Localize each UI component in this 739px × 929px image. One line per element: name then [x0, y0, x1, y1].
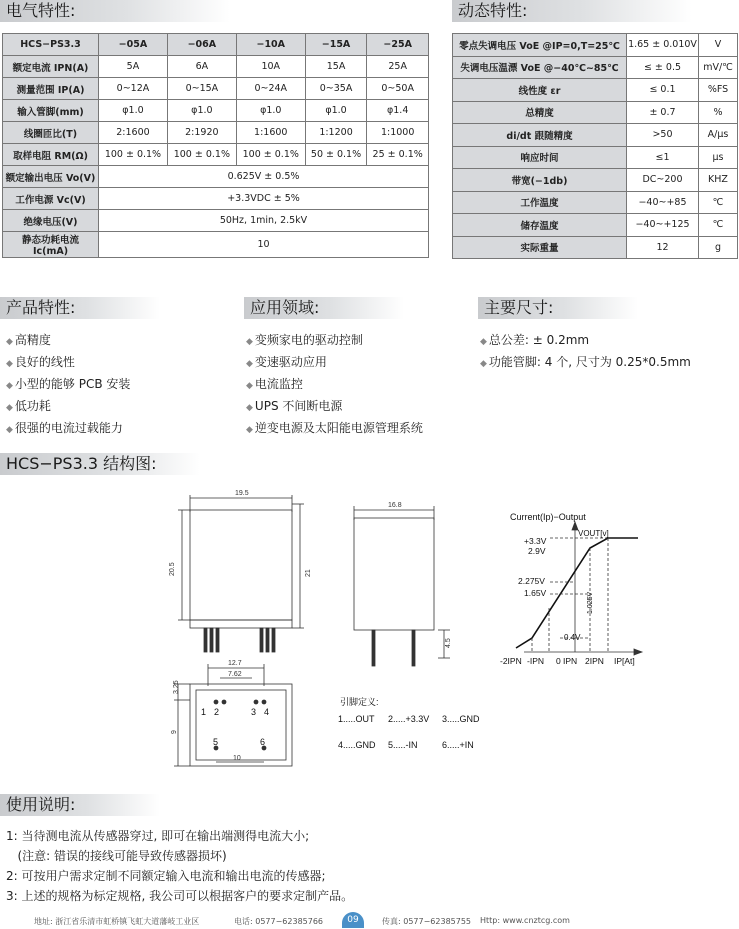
dim-side-width: 16.8 — [388, 502, 402, 509]
electrical-merged-row — [3, 188, 429, 210]
product-feature-item — [6, 374, 130, 396]
dynamic-label: 失调电压温漂 VoE @−40℃~85℃ — [453, 56, 627, 79]
electrical-cell: φ1.0 — [236, 100, 305, 122]
electrical-cell: 5A — [99, 56, 168, 78]
electrical-row-label: 额定输出电压 Vo(V) — [3, 166, 99, 188]
graph-x-mipn: -IPN — [527, 656, 544, 666]
electrical-cell: 0~24A — [236, 78, 305, 100]
product-feature-text: 高精度 — [14, 333, 51, 347]
dimensions-list — [480, 330, 691, 374]
diamond-bullet-icon: ◆ — [246, 403, 253, 413]
electrical-cell: 50 ± 0.1% — [305, 144, 367, 166]
section-electrical: 电气特性: — [0, 0, 230, 22]
electrical-cell: φ1.4 — [367, 100, 429, 122]
dimension-text: 功能管脚: 4 个, 尺寸为 0.25*0.5mm — [488, 355, 691, 369]
application-item — [246, 352, 423, 374]
dim-front-side-height: 21 — [305, 569, 312, 577]
graph-y-unit: VOUT[v] — [578, 529, 609, 538]
pinout-4: 4.....GND — [338, 740, 376, 750]
electrical-cell: 25A — [367, 56, 429, 78]
dynamic-row — [453, 169, 738, 192]
footer-phone: 电话: 0577−62385766 — [234, 917, 324, 926]
application-item — [246, 396, 423, 418]
dynamic-value: −40~+85 — [627, 191, 699, 214]
electrical-merged-value: +3.3VDC ± 5% — [99, 188, 429, 210]
graph-x-ipn: IPN — [563, 656, 578, 666]
pinout-3: 3.....GND — [442, 714, 480, 724]
graph-y-04: 0.4V — [564, 633, 581, 642]
electrical-row — [3, 56, 429, 78]
product-feature-item — [6, 330, 130, 352]
dimension-text: 总公差: ± 0.2mm — [488, 333, 590, 347]
footer — [0, 912, 739, 928]
electrical-row-label: 额定电流 IPN(A) — [3, 56, 99, 78]
electrical-merged-value: 50Hz, 1min, 2.5kV — [99, 210, 429, 232]
diamond-bullet-icon: ◆ — [246, 425, 253, 435]
dynamic-row — [453, 34, 738, 57]
electrical-row-label: 绝缘电压(V) — [3, 210, 99, 232]
graph-y-165: 1.65V — [524, 588, 547, 598]
section-application: 应用领域: — [244, 297, 404, 319]
diamond-bullet-icon: ◆ — [6, 403, 13, 413]
graph-x-0: 0 — [556, 656, 561, 666]
electrical-cell: 1:1000 — [367, 122, 429, 144]
dynamic-row — [453, 236, 738, 259]
dynamic-unit: V — [699, 34, 738, 57]
dynamic-value: DC~200 — [627, 169, 699, 192]
diamond-bullet-icon: ◆ — [480, 337, 487, 347]
dynamic-unit: μs — [699, 146, 738, 169]
diamond-bullet-icon: ◆ — [6, 425, 13, 435]
electrical-cell: 2:1920 — [167, 122, 236, 144]
dynamic-unit: ℃ — [699, 214, 738, 237]
electrical-cell: 2:1600 — [99, 122, 168, 144]
dynamic-label: 线性度 εr — [453, 79, 627, 102]
dynamic-unit: g — [699, 236, 738, 259]
diamond-bullet-icon: ◆ — [246, 359, 253, 369]
electrical-row — [3, 100, 429, 122]
electrical-row-label: 工作电源 Vc(V) — [3, 188, 99, 210]
application-text: 变频家电的驱动控制 — [254, 333, 363, 347]
diamond-bullet-icon: ◆ — [246, 381, 253, 391]
page-number-badge: 09 — [342, 912, 364, 928]
product-feature-text: 很强的电流过载能力 — [14, 421, 123, 435]
electrical-row-label: 静态功耗电流 Ic(mA) — [3, 232, 99, 258]
usage-line-3: 2: 可按用户需求定制不同额定输入电流和输出电流的传感器; — [6, 869, 326, 883]
footer-address: 地址: 浙江省乐清市虹桥镇飞虹大道藩岐工业区 — [34, 917, 200, 926]
dynamic-unit: % — [699, 101, 738, 124]
dim-front-height: 20.5 — [169, 562, 176, 576]
dynamic-label: 零点失调电压 VoE @IP=0,T=25℃ — [453, 34, 627, 57]
electrical-table — [2, 33, 429, 258]
electrical-row — [3, 122, 429, 144]
dynamic-row — [453, 191, 738, 214]
dynamic-value: ≤1 — [627, 146, 699, 169]
dynamic-value: 1.65 ± 0.010V — [627, 34, 699, 57]
dynamic-value: ≤ ± 0.5 — [627, 56, 699, 79]
dynamic-value: −40~+125 — [627, 214, 699, 237]
pinout-6: 6.....+IN — [442, 740, 474, 750]
electrical-merged-row — [3, 232, 429, 258]
pin-4-label: 4 — [264, 707, 270, 717]
footer-web: Http: www.cnztcg.com — [480, 916, 570, 925]
electrical-cell: 0~12A — [99, 78, 168, 100]
product-feature-text: 良好的线性 — [14, 355, 75, 369]
dim-bottom-top: 3.25 — [173, 680, 180, 694]
section-product: 产品特性: — [0, 297, 160, 319]
dynamic-unit: %FS — [699, 79, 738, 102]
graph-inner-label: 1.025V — [587, 591, 594, 614]
product-feature-item — [6, 352, 130, 374]
usage-line-2: (注意: 错误的接线可能导致传感器损坏) — [6, 849, 227, 863]
electrical-merged-row — [3, 210, 429, 232]
electrical-merged-row — [3, 166, 429, 188]
section-dimensions: 主要尺寸: — [478, 297, 638, 319]
application-text: 变速驱动应用 — [254, 355, 327, 369]
graph-x-m2ipn: -2IPN — [500, 656, 522, 666]
usage-text — [6, 826, 353, 906]
electrical-merged-value: 10 — [99, 232, 429, 258]
application-text: 逆变电源及太阳能电源管理系统 — [254, 421, 423, 435]
graph-x-unit: IP[At] — [614, 656, 635, 666]
dynamic-value: >50 — [627, 124, 699, 147]
electrical-cell: 100 ± 0.1% — [236, 144, 305, 166]
product-features-list — [6, 330, 130, 440]
electrical-cell: 0~35A — [305, 78, 367, 100]
product-feature-item — [6, 418, 130, 440]
structure-drawing — [160, 490, 670, 780]
application-item — [246, 330, 423, 352]
dynamic-row — [453, 146, 738, 169]
electrical-cell: 6A — [167, 56, 236, 78]
dynamic-label: di/dt 跟随精度 — [453, 124, 627, 147]
dynamic-row — [453, 214, 738, 237]
usage-line-1: 1: 当待测电流从传感器穿过, 即可在输出端测得电流大小; — [6, 829, 310, 843]
graph-y-2275: 2.275V — [518, 576, 545, 586]
section-usage: 使用说明: — [0, 794, 160, 816]
electrical-row-label: 取样电阻 RM(Ω) — [3, 144, 99, 166]
pinout-1: 1.....OUT — [338, 714, 375, 724]
section-dynamic: 动态特性: — [452, 0, 692, 22]
product-feature-text: 小型的能够 PCB 安装 — [14, 377, 131, 391]
pin-3-label: 3 — [251, 707, 257, 717]
graph-x-2ipn: 2IPN — [585, 656, 604, 666]
electrical-row-label: HCS−PS3.3 — [3, 34, 99, 56]
electrical-row — [3, 78, 429, 100]
diamond-bullet-icon: ◆ — [6, 359, 13, 369]
graph-y-29: 2.9V — [528, 546, 546, 556]
electrical-cell: −05A — [99, 34, 168, 56]
pinout-5: 5.....-IN — [388, 740, 418, 750]
dynamic-row — [453, 79, 738, 102]
dim-front-width: 19.5 — [235, 490, 249, 497]
application-text: UPS 不间断电源 — [254, 399, 343, 413]
electrical-cell: 10A — [236, 56, 305, 78]
section-structure: HCS−PS3.3 结构图: — [0, 453, 200, 475]
electrical-cell: −25A — [367, 34, 429, 56]
electrical-cell: 100 ± 0.1% — [99, 144, 168, 166]
product-feature-text: 低功耗 — [14, 399, 51, 413]
dynamic-unit: ℃ — [699, 191, 738, 214]
pin-5-label: 5 — [213, 737, 219, 747]
diamond-bullet-icon: ◆ — [6, 337, 13, 347]
dynamic-unit: KHZ — [699, 169, 738, 192]
dim-bottom-mid: 9 — [171, 730, 178, 734]
dynamic-label: 储存温度 — [453, 214, 627, 237]
electrical-cell: φ1.0 — [99, 100, 168, 122]
dynamic-label: 带宽(−1db) — [453, 169, 627, 192]
graph-y-33: +3.3V — [524, 536, 547, 546]
dynamic-label: 总精度 — [453, 101, 627, 124]
dynamic-label: 工作温度 — [453, 191, 627, 214]
diamond-bullet-icon: ◆ — [246, 337, 253, 347]
dynamic-table — [452, 33, 738, 259]
dynamic-label: 响应时间 — [453, 146, 627, 169]
applications-list — [246, 330, 423, 440]
diamond-bullet-icon: ◆ — [6, 381, 13, 391]
electrical-cell: 25 ± 0.1% — [367, 144, 429, 166]
pinout-title: 引脚定义: — [340, 697, 379, 707]
application-item — [246, 374, 423, 396]
electrical-cell: 15A — [305, 56, 367, 78]
electrical-cell: 0~15A — [167, 78, 236, 100]
dim-bottom-spacing: 10 — [233, 755, 241, 762]
dynamic-row — [453, 101, 738, 124]
electrical-cell: 1:1600 — [236, 122, 305, 144]
application-text: 电流监控 — [254, 377, 303, 391]
dynamic-unit: A/μs — [699, 124, 738, 147]
electrical-cell: −15A — [305, 34, 367, 56]
footer-fax: 传真: 0577−62385755 — [382, 917, 472, 926]
dim-bottom-inner: 7.62 — [228, 671, 242, 678]
electrical-merged-value: 0.625V ± 0.5% — [99, 166, 429, 188]
front-view — [174, 495, 642, 766]
dynamic-value: ± 0.7 — [627, 101, 699, 124]
dimension-item — [480, 330, 691, 352]
electrical-cell: 1:1200 — [305, 122, 367, 144]
pin-1-label: 1 — [201, 707, 207, 717]
dim-pin-length: 4.5 — [445, 638, 452, 648]
electrical-row-label: 线圈匝比(T) — [3, 122, 99, 144]
graph-title: Current(Ip)−Output — [510, 512, 586, 522]
product-feature-item — [6, 396, 130, 418]
dimension-item — [480, 352, 691, 374]
application-item — [246, 418, 423, 440]
dynamic-row — [453, 56, 738, 79]
dynamic-value: ≤ 0.1 — [627, 79, 699, 102]
electrical-cell: 100 ± 0.1% — [167, 144, 236, 166]
diamond-bullet-icon: ◆ — [480, 359, 487, 369]
electrical-cell: −10A — [236, 34, 305, 56]
electrical-row — [3, 144, 429, 166]
pinout-2: 2.....+3.3V — [388, 714, 430, 724]
electrical-row-label: 测量范围 IP(A) — [3, 78, 99, 100]
electrical-cell: φ1.0 — [305, 100, 367, 122]
electrical-cell: −06A — [167, 34, 236, 56]
electrical-cell: φ1.0 — [167, 100, 236, 122]
dynamic-value: 12 — [627, 236, 699, 259]
pin-6-label: 6 — [260, 737, 266, 747]
dynamic-unit: mV/℃ — [699, 56, 738, 79]
dynamic-row — [453, 124, 738, 147]
electrical-row — [3, 34, 429, 56]
dim-bottom-outer: 12.7 — [228, 660, 242, 667]
pin-2-label: 2 — [214, 707, 220, 717]
electrical-cell: 0~50A — [367, 78, 429, 100]
electrical-row-label: 输入管脚(mm) — [3, 100, 99, 122]
dynamic-label: 实际重量 — [453, 236, 627, 259]
usage-line-4: 3: 上述的规格为标定规格, 我公司可以根据客户的要求定制产品。 — [6, 889, 354, 903]
